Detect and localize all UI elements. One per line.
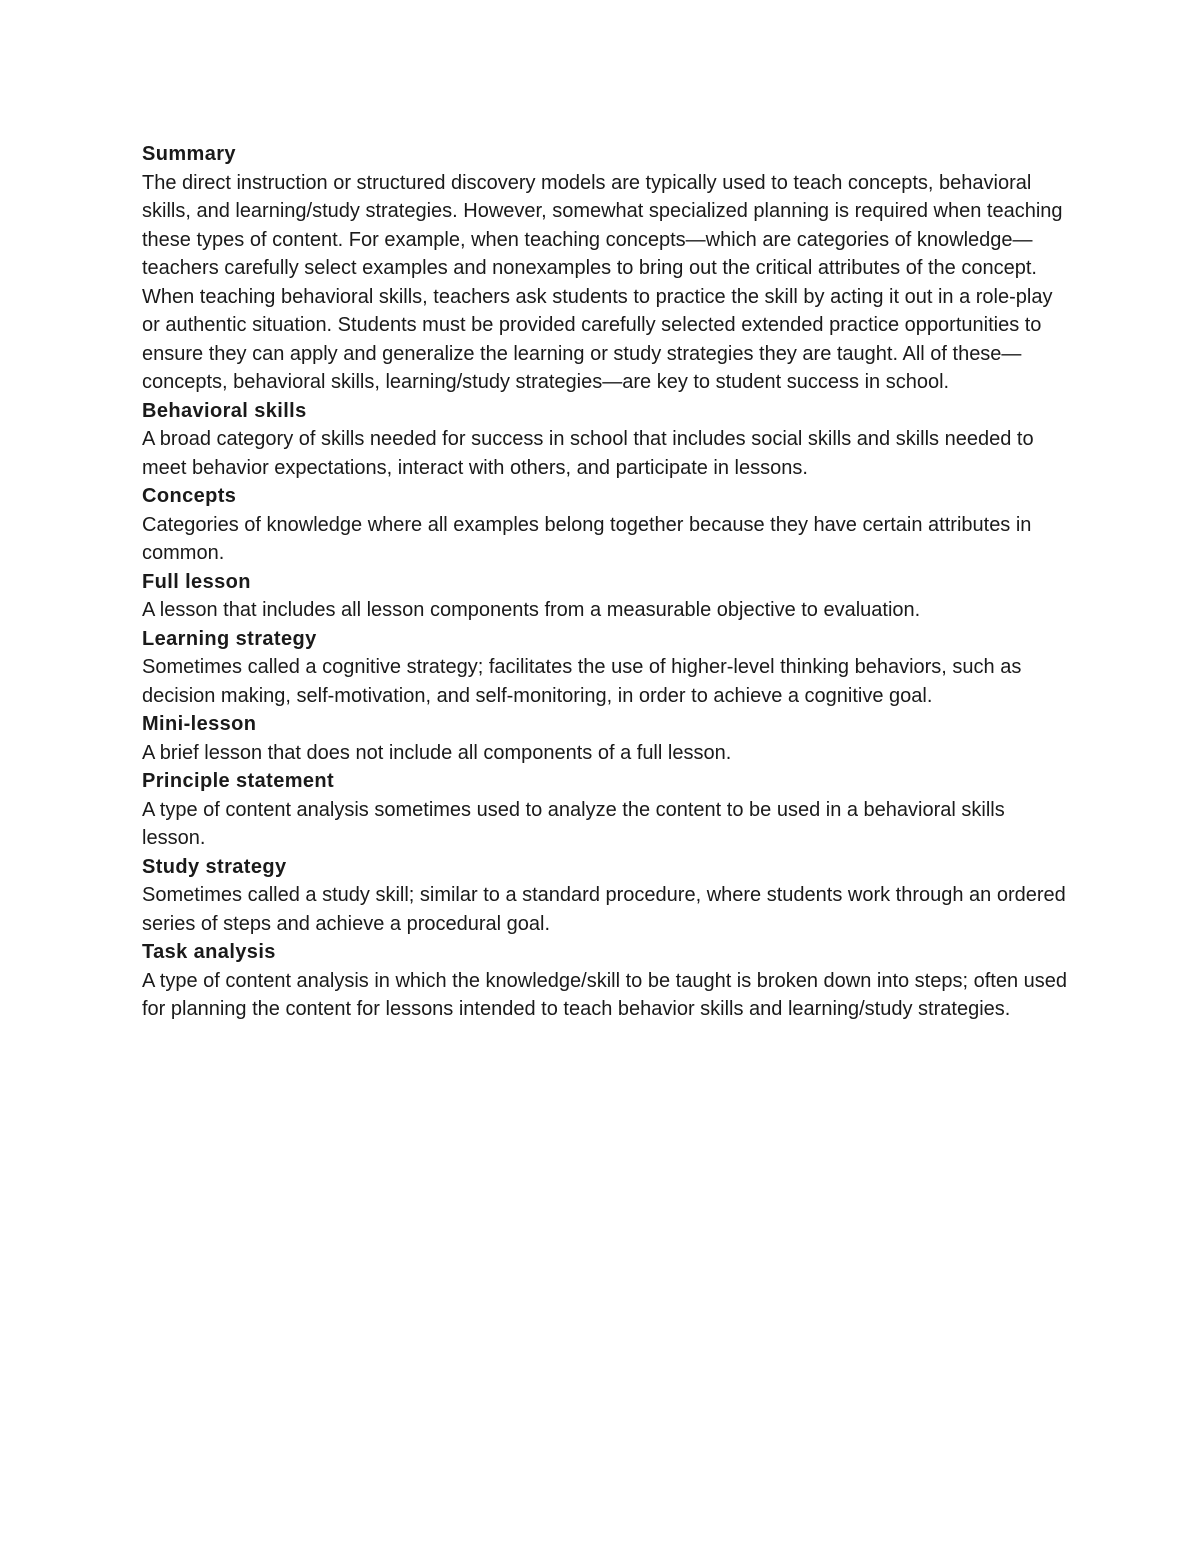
term-study-strategy: Study strategy <box>142 855 287 878</box>
definition-task-analysis: A type of content analysis in which the knowledge/skill to be taught is broken down into steps; often used for planning the content for lessons intended to teach behavior skills and learning/study strategies. <box>142 969 1068 1020</box>
term-task-analysis: Task analysis <box>142 941 276 963</box>
term-learning-strategy: Learning strategy <box>142 627 317 650</box>
term-mini-lesson: Mini-lesson <box>142 713 257 735</box>
definition-mini-lesson: A brief lesson that does not include all components of a full lesson. <box>142 741 732 764</box>
definition-study-strategy: Sometimes called a study skill; similar to a standard procedure, where students work through an ordered series of steps and achieve a procedural goal. <box>142 884 1066 935</box>
definition-behavioral-skills: A broad category of skills needed for success in school that includes social skills and skills needed to meet behavior expectations, interact with others, and participate in lessons. <box>142 428 1034 479</box>
term-concepts: Concepts <box>142 485 237 507</box>
definition-concepts: Categories of knowledge where all examples belong together because they have certain attributes in common. <box>142 513 1032 564</box>
document-page <box>142 140 1072 1024</box>
summary-text: The direct instruction or structured discovery models are typically used to teach concepts, behavioral skills, and learning/study strategies. However, somewhat specialized planning is required when teaching these types of content. For example, when teaching concepts—which are categories of knowledge—teachers carefully select examples and nonexamples to bring out the critical attributes of the concept. When teaching behavioral skills, teachers ask students to practice the skill by acting it out in a role-play or authentic situation. Students must be provided carefully selected extended practice opportunities to ensure they can apply and generalize the learning or study strategies they are taught. All of these—concepts, behavioral skills, learning/study strategies—are key to student success in school. <box>142 171 1063 393</box>
term-behavioral-skills: Behavioral skills <box>142 399 307 422</box>
definition-learning-strategy: Sometimes called a cognitive strategy; facilitates the use of higher-level thinking behaviors, such as decision making, self-motivation, and self-monitoring, in order to achieve a cognitive goal. <box>142 656 1022 707</box>
summary-heading: Summary <box>142 143 236 165</box>
term-full-lesson: Full lesson <box>142 570 251 593</box>
term-principle-statement: Principle statement <box>142 770 335 792</box>
definition-full-lesson: A lesson that includes all lesson components from a measurable objective to evaluation. <box>142 599 921 621</box>
definition-principle-statement: A type of content analysis sometimes used to analyze the content to be used in a behavioral skills lesson. <box>142 798 1005 849</box>
